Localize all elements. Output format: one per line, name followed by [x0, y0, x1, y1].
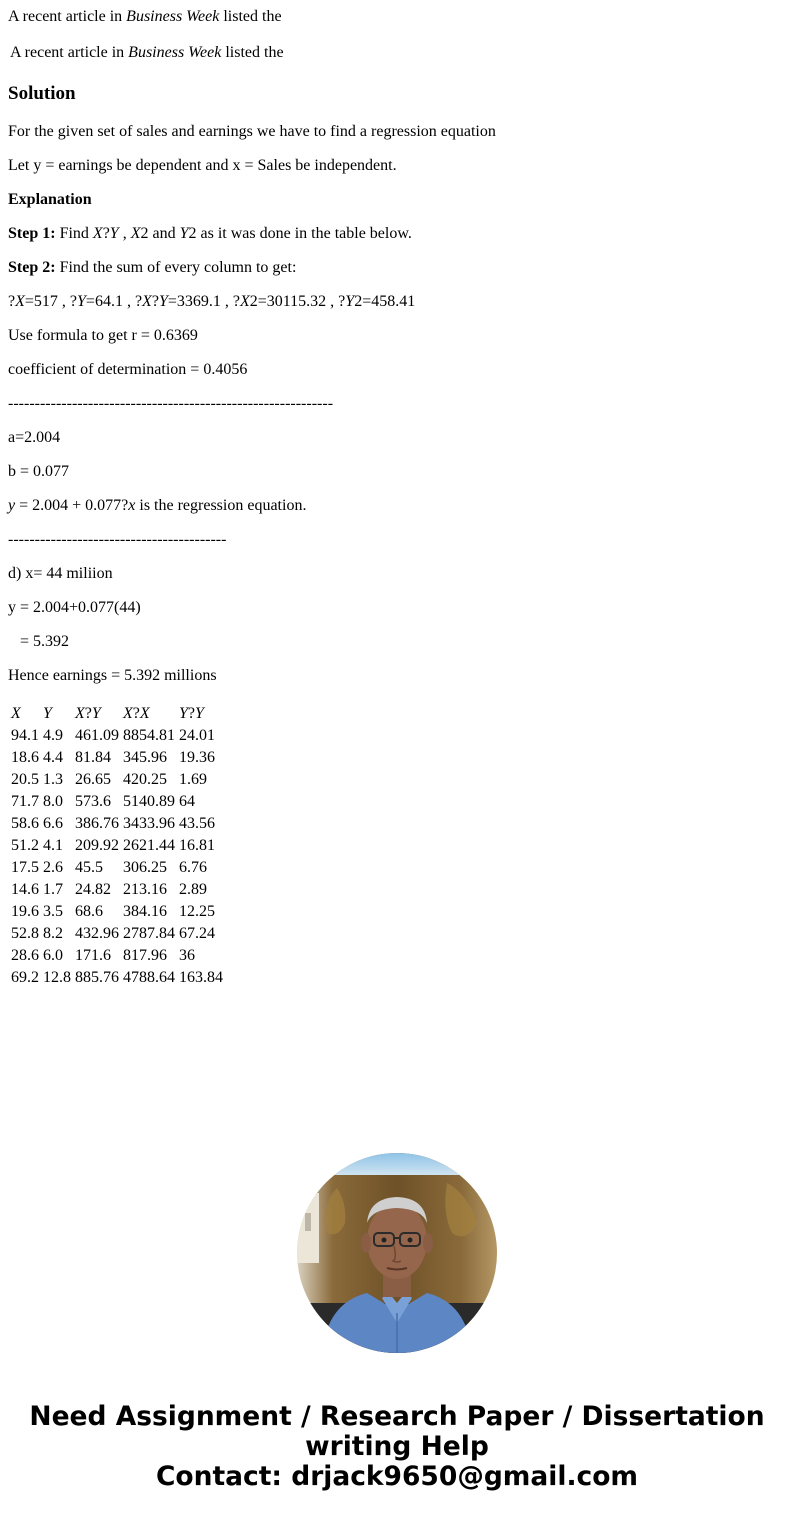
coefficient-of-determination: coefficient of determination = 0.4056	[8, 361, 248, 378]
intro-text: listed the	[221, 44, 284, 61]
table-row	[10, 902, 224, 922]
table-cell: 1.7	[43, 881, 63, 898]
table-row	[10, 726, 224, 746]
table-cell: 18.6	[11, 749, 39, 766]
calculation-table	[8, 702, 226, 990]
table-cell: 58.6	[11, 815, 39, 832]
correlation-result: Use formula to get r = 0.6369	[8, 327, 198, 344]
table-header-cell: X?Y	[75, 705, 101, 722]
table-cell: 1.69	[179, 771, 207, 788]
table-cell: 26.65	[75, 771, 111, 788]
table-cell: 6.0	[43, 947, 63, 964]
table-cell: 432.96	[75, 925, 119, 942]
table-cell: 17.5	[11, 859, 39, 876]
intro-line-1	[8, 8, 282, 26]
intro-text: A recent article in	[10, 44, 129, 61]
table-cell: 209.92	[75, 837, 119, 854]
author-avatar	[297, 1153, 497, 1353]
table-cell: 68.6	[75, 903, 103, 920]
promo-line-1: Need Assignment / Research Paper / Dissertation	[29, 1401, 765, 1432]
promo-footer	[0, 1402, 794, 1492]
table-cell: 461.09	[75, 727, 119, 744]
solution-heading: Solution	[8, 83, 76, 104]
prediction-calculation: y = 2.004+0.077(44)	[8, 599, 141, 616]
table-cell: 4.1	[43, 837, 63, 854]
table-cell: 2.6	[43, 859, 63, 876]
prediction-result: = 5.392	[8, 633, 70, 650]
table-cell: 20.5	[11, 771, 39, 788]
table-row	[10, 968, 224, 988]
table-row	[10, 814, 224, 834]
table-cell: 2787.84	[123, 925, 175, 942]
table-cell: 81.84	[75, 749, 111, 766]
table-cell: 24.01	[179, 727, 215, 744]
table-cell: 573.6	[75, 793, 111, 810]
table-cell: 171.6	[75, 947, 111, 964]
solution-paragraph-1: For the given set of sales and earnings we have to find a regression equation	[8, 123, 496, 140]
table-cell: 345.96	[123, 749, 167, 766]
conclusion: Hence earnings = 5.392 millions	[8, 667, 217, 684]
table-row	[10, 748, 224, 768]
divider: -------------------------------------------------------------	[8, 395, 334, 412]
intro-text: A recent article in	[8, 8, 127, 25]
table-cell: 52.8	[11, 925, 39, 942]
table-cell: 24.82	[75, 881, 111, 898]
table-cell: 384.16	[123, 903, 167, 920]
table-cell: 213.16	[123, 881, 167, 898]
table-cell: 2.89	[179, 881, 207, 898]
table-cell: 3.5	[43, 903, 63, 920]
table-cell: 386.76	[75, 815, 119, 832]
table-cell: 71.7	[11, 793, 39, 810]
table-cell: 51.2	[11, 837, 39, 854]
promo-line-2: writing Help	[305, 1431, 489, 1462]
table-cell: 12.8	[43, 969, 71, 986]
step-1-label: Step 1:	[8, 225, 56, 242]
table-cell: 2621.44	[123, 837, 175, 854]
table-cell: 43.56	[179, 815, 215, 832]
table-cell: 4.9	[43, 727, 63, 744]
table-row	[10, 924, 224, 944]
table-cell: 306.25	[123, 859, 167, 876]
table-cell: 4.4	[43, 749, 63, 766]
table-cell: 4788.64	[123, 969, 175, 986]
step-2-label: Step 2:	[8, 259, 56, 276]
step-1: Step 1: Find X?Y , X2 and Y2 as it was done in the table below.	[8, 225, 412, 242]
intercept-value: a=2.004	[8, 429, 61, 446]
table-cell: 36	[179, 947, 195, 964]
table-row	[10, 792, 224, 812]
table-cell: 5140.89	[123, 793, 175, 810]
table-cell: 12.25	[179, 903, 215, 920]
table-cell: 16.81	[179, 837, 215, 854]
contact-line: Contact: drjack9650@gmail.com	[155, 1461, 639, 1492]
table-cell: 420.25	[123, 771, 167, 788]
publication-name: Business Week	[128, 44, 222, 61]
part-d-question: d) x= 44 miliion	[8, 565, 113, 582]
step-2: Step 2: Find the sum of every column to get:	[8, 259, 297, 276]
table-cell: 28.6	[11, 947, 39, 964]
table-header-cell: Y	[43, 705, 52, 722]
table-cell: 94.1	[11, 727, 39, 744]
table-cell: 8.0	[43, 793, 63, 810]
column-sums: ?X=517 , ?Y=64.1 , ?X?Y=3369.1 , ?X2=30115.32 , ?Y2=458.41	[8, 293, 416, 310]
table-cell: 69.2	[11, 969, 39, 986]
table-row	[10, 880, 224, 900]
table-cell: 64	[179, 793, 195, 810]
table-row	[10, 770, 224, 790]
table-header-cell: X?X	[123, 705, 150, 722]
table-row	[10, 946, 224, 966]
table-header-cell: X	[11, 705, 21, 722]
table-row	[10, 836, 224, 856]
table-body	[10, 726, 224, 988]
table-cell: 8854.81	[123, 727, 175, 744]
table-cell: 14.6	[11, 881, 39, 898]
table-cell: 1.3	[43, 771, 63, 788]
table-cell: 6.6	[43, 815, 63, 832]
divider: -----------------------------------------	[8, 531, 227, 548]
table-cell: 8.2	[43, 925, 63, 942]
solution-paragraph-2: Let y = earnings be dependent and x = Sales be independent.	[8, 157, 397, 174]
intro-text: listed the	[219, 8, 282, 25]
table-cell: 19.6	[11, 903, 39, 920]
table-cell: 163.84	[179, 969, 223, 986]
table-header-row	[10, 704, 224, 724]
table-cell: 19.36	[179, 749, 215, 766]
author-photo-illustration	[297, 1153, 497, 1353]
publication-name: Business Week	[126, 8, 220, 25]
table-cell: 6.76	[179, 859, 207, 876]
table-cell: 3433.96	[123, 815, 175, 832]
table-row	[10, 858, 224, 878]
table-cell: 885.76	[75, 969, 119, 986]
table-cell: 45.5	[75, 859, 103, 876]
slope-value: b = 0.077	[8, 463, 70, 480]
intro-line-2	[10, 44, 284, 62]
explanation-label: Explanation	[8, 191, 92, 208]
regression-equation: y = 2.004 + 0.077?x is the regression equation.	[8, 497, 307, 514]
table-header-cell: Y?Y	[179, 705, 204, 722]
table-cell: 67.24	[179, 925, 215, 942]
table-cell: 817.96	[123, 947, 167, 964]
